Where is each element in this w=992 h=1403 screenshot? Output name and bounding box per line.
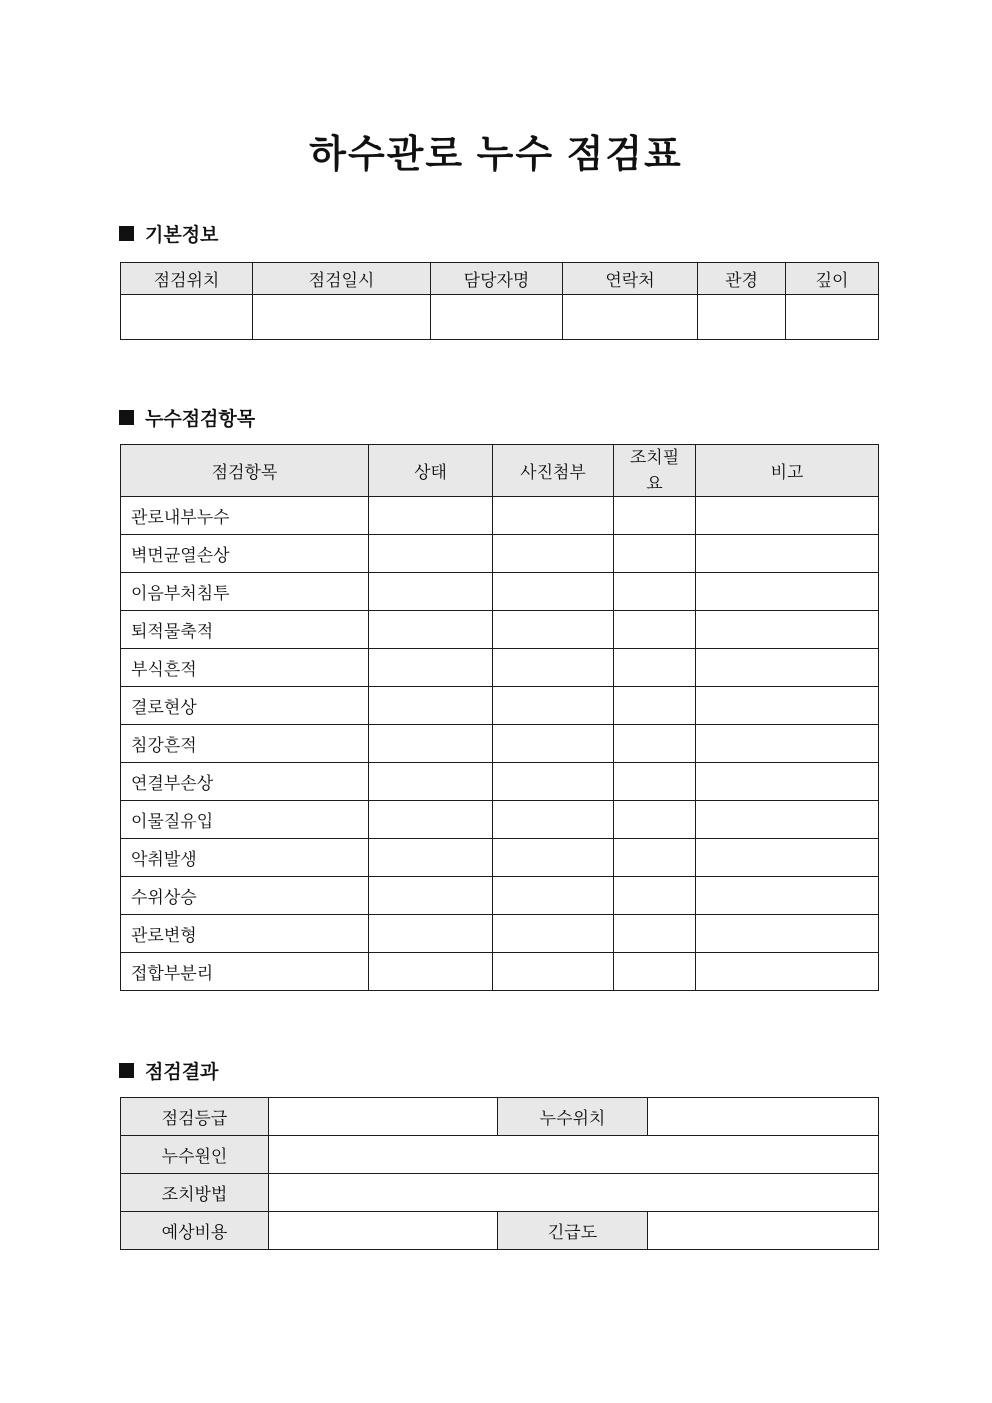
depth-value-cell [786,295,879,340]
column-header-note: 비고 [696,445,879,497]
note-cell [696,725,879,763]
estimated-cost-label-cell: 예상비용 [121,1212,269,1250]
action-cell [614,801,696,839]
diameter-value-cell [698,295,786,340]
section-heading-leak-items [119,404,255,431]
photo-cell [493,915,614,953]
manager-value-cell [431,295,563,340]
contact-value-cell [563,295,698,340]
status-cell [369,611,493,649]
leak-location-value-cell [648,1098,879,1136]
column-header-status: 상태 [369,445,493,497]
column-header-action-needed: 조치필요 [614,445,696,497]
action-cell [614,573,696,611]
table-row [121,1098,879,1136]
status-cell [369,915,493,953]
note-cell [696,877,879,915]
column-header-datetime: 점검일시 [253,263,431,295]
table-row [121,915,879,953]
status-cell [369,763,493,801]
table-row [121,1136,879,1174]
section-heading-label: 누수점검항목 [145,409,256,430]
column-header-diameter: 관경 [698,263,786,295]
status-cell [369,877,493,915]
section-heading-label: 기본정보 [145,225,219,246]
action-cell [614,687,696,725]
item-name-cell: 침강흔적 [121,725,369,763]
note-cell [696,497,879,535]
item-name-cell: 결로현상 [121,687,369,725]
action-cell [614,725,696,763]
item-name-cell: 이음부처침투 [121,573,369,611]
section-bullet-icon [119,1063,134,1078]
action-method-value-cell [269,1174,879,1212]
column-header-item: 점검항목 [121,445,369,497]
note-cell [696,573,879,611]
table-row [121,687,879,725]
action-cell [614,915,696,953]
photo-cell [493,535,614,573]
section-bullet-icon [119,410,134,425]
table-row [121,839,879,877]
table-row [121,763,879,801]
leak-items-header-row [121,445,879,497]
status-cell [369,573,493,611]
note-cell [696,611,879,649]
item-name-cell: 벽면균열손상 [121,535,369,573]
datetime-value-cell [253,295,431,340]
column-header-photo: 사진첨부 [493,445,614,497]
table-row [121,1174,879,1212]
basic-info-header-row [121,263,879,295]
item-name-cell: 연결부손상 [121,763,369,801]
section-bullet-icon [119,226,134,241]
action-cell [614,877,696,915]
column-header-location: 점검위치 [121,263,253,295]
status-cell [369,497,493,535]
action-cell [614,497,696,535]
column-header-depth: 깊이 [786,263,879,295]
table-row [121,953,879,991]
photo-cell [493,649,614,687]
status-cell [369,839,493,877]
grade-value-cell [269,1098,498,1136]
photo-cell [493,611,614,649]
section-heading-label: 점검결과 [145,1062,219,1083]
grade-label-cell: 점검등급 [121,1098,269,1136]
status-cell [369,801,493,839]
note-cell [696,839,879,877]
basic-info-table [120,262,879,340]
note-cell [696,953,879,991]
estimated-cost-value-cell [269,1212,498,1250]
photo-cell [493,497,614,535]
item-name-cell: 접합부분리 [121,953,369,991]
table-row [121,877,879,915]
note-cell [696,763,879,801]
leak-items-table [120,444,879,991]
column-header-manager: 담당자명 [431,263,563,295]
table-row [121,649,879,687]
location-value-cell [121,295,253,340]
leak-cause-value-cell [269,1136,879,1174]
item-name-cell: 수위상승 [121,877,369,915]
note-cell [696,915,879,953]
action-cell [614,611,696,649]
status-cell [369,535,493,573]
action-method-label-cell: 조치방법 [121,1174,269,1212]
action-cell [614,763,696,801]
table-row [121,1212,879,1250]
note-cell [696,535,879,573]
basic-info-value-row [121,295,879,340]
section-heading-results [119,1057,218,1084]
urgency-label-cell: 긴급도 [498,1212,648,1250]
item-name-cell: 관로변형 [121,915,369,953]
item-name-cell: 부식흔적 [121,649,369,687]
status-cell [369,649,493,687]
action-cell [614,649,696,687]
leak-location-label-cell: 누수위치 [498,1098,648,1136]
item-name-cell: 이물질유입 [121,801,369,839]
table-row [121,725,879,763]
photo-cell [493,725,614,763]
status-cell [369,725,493,763]
note-cell [696,801,879,839]
photo-cell [493,953,614,991]
leak-cause-label-cell: 누수원인 [121,1136,269,1174]
note-cell [696,687,879,725]
table-row [121,535,879,573]
photo-cell [493,763,614,801]
table-row [121,801,879,839]
photo-cell [493,573,614,611]
item-name-cell: 관로내부누수 [121,497,369,535]
action-cell [614,953,696,991]
column-header-contact: 연락처 [563,263,698,295]
photo-cell [493,839,614,877]
action-cell [614,839,696,877]
page-title: 하수관로 누수 점검표 [309,134,683,176]
photo-cell [493,801,614,839]
action-cell [614,535,696,573]
results-table [120,1097,879,1250]
table-row [121,573,879,611]
table-row [121,497,879,535]
photo-cell [493,687,614,725]
urgency-value-cell [648,1212,879,1250]
item-name-cell: 퇴적물축적 [121,611,369,649]
table-row [121,611,879,649]
status-cell [369,953,493,991]
item-name-cell: 악취발생 [121,839,369,877]
status-cell [369,687,493,725]
section-heading-basic-info [119,220,218,247]
photo-cell [493,877,614,915]
note-cell [696,649,879,687]
